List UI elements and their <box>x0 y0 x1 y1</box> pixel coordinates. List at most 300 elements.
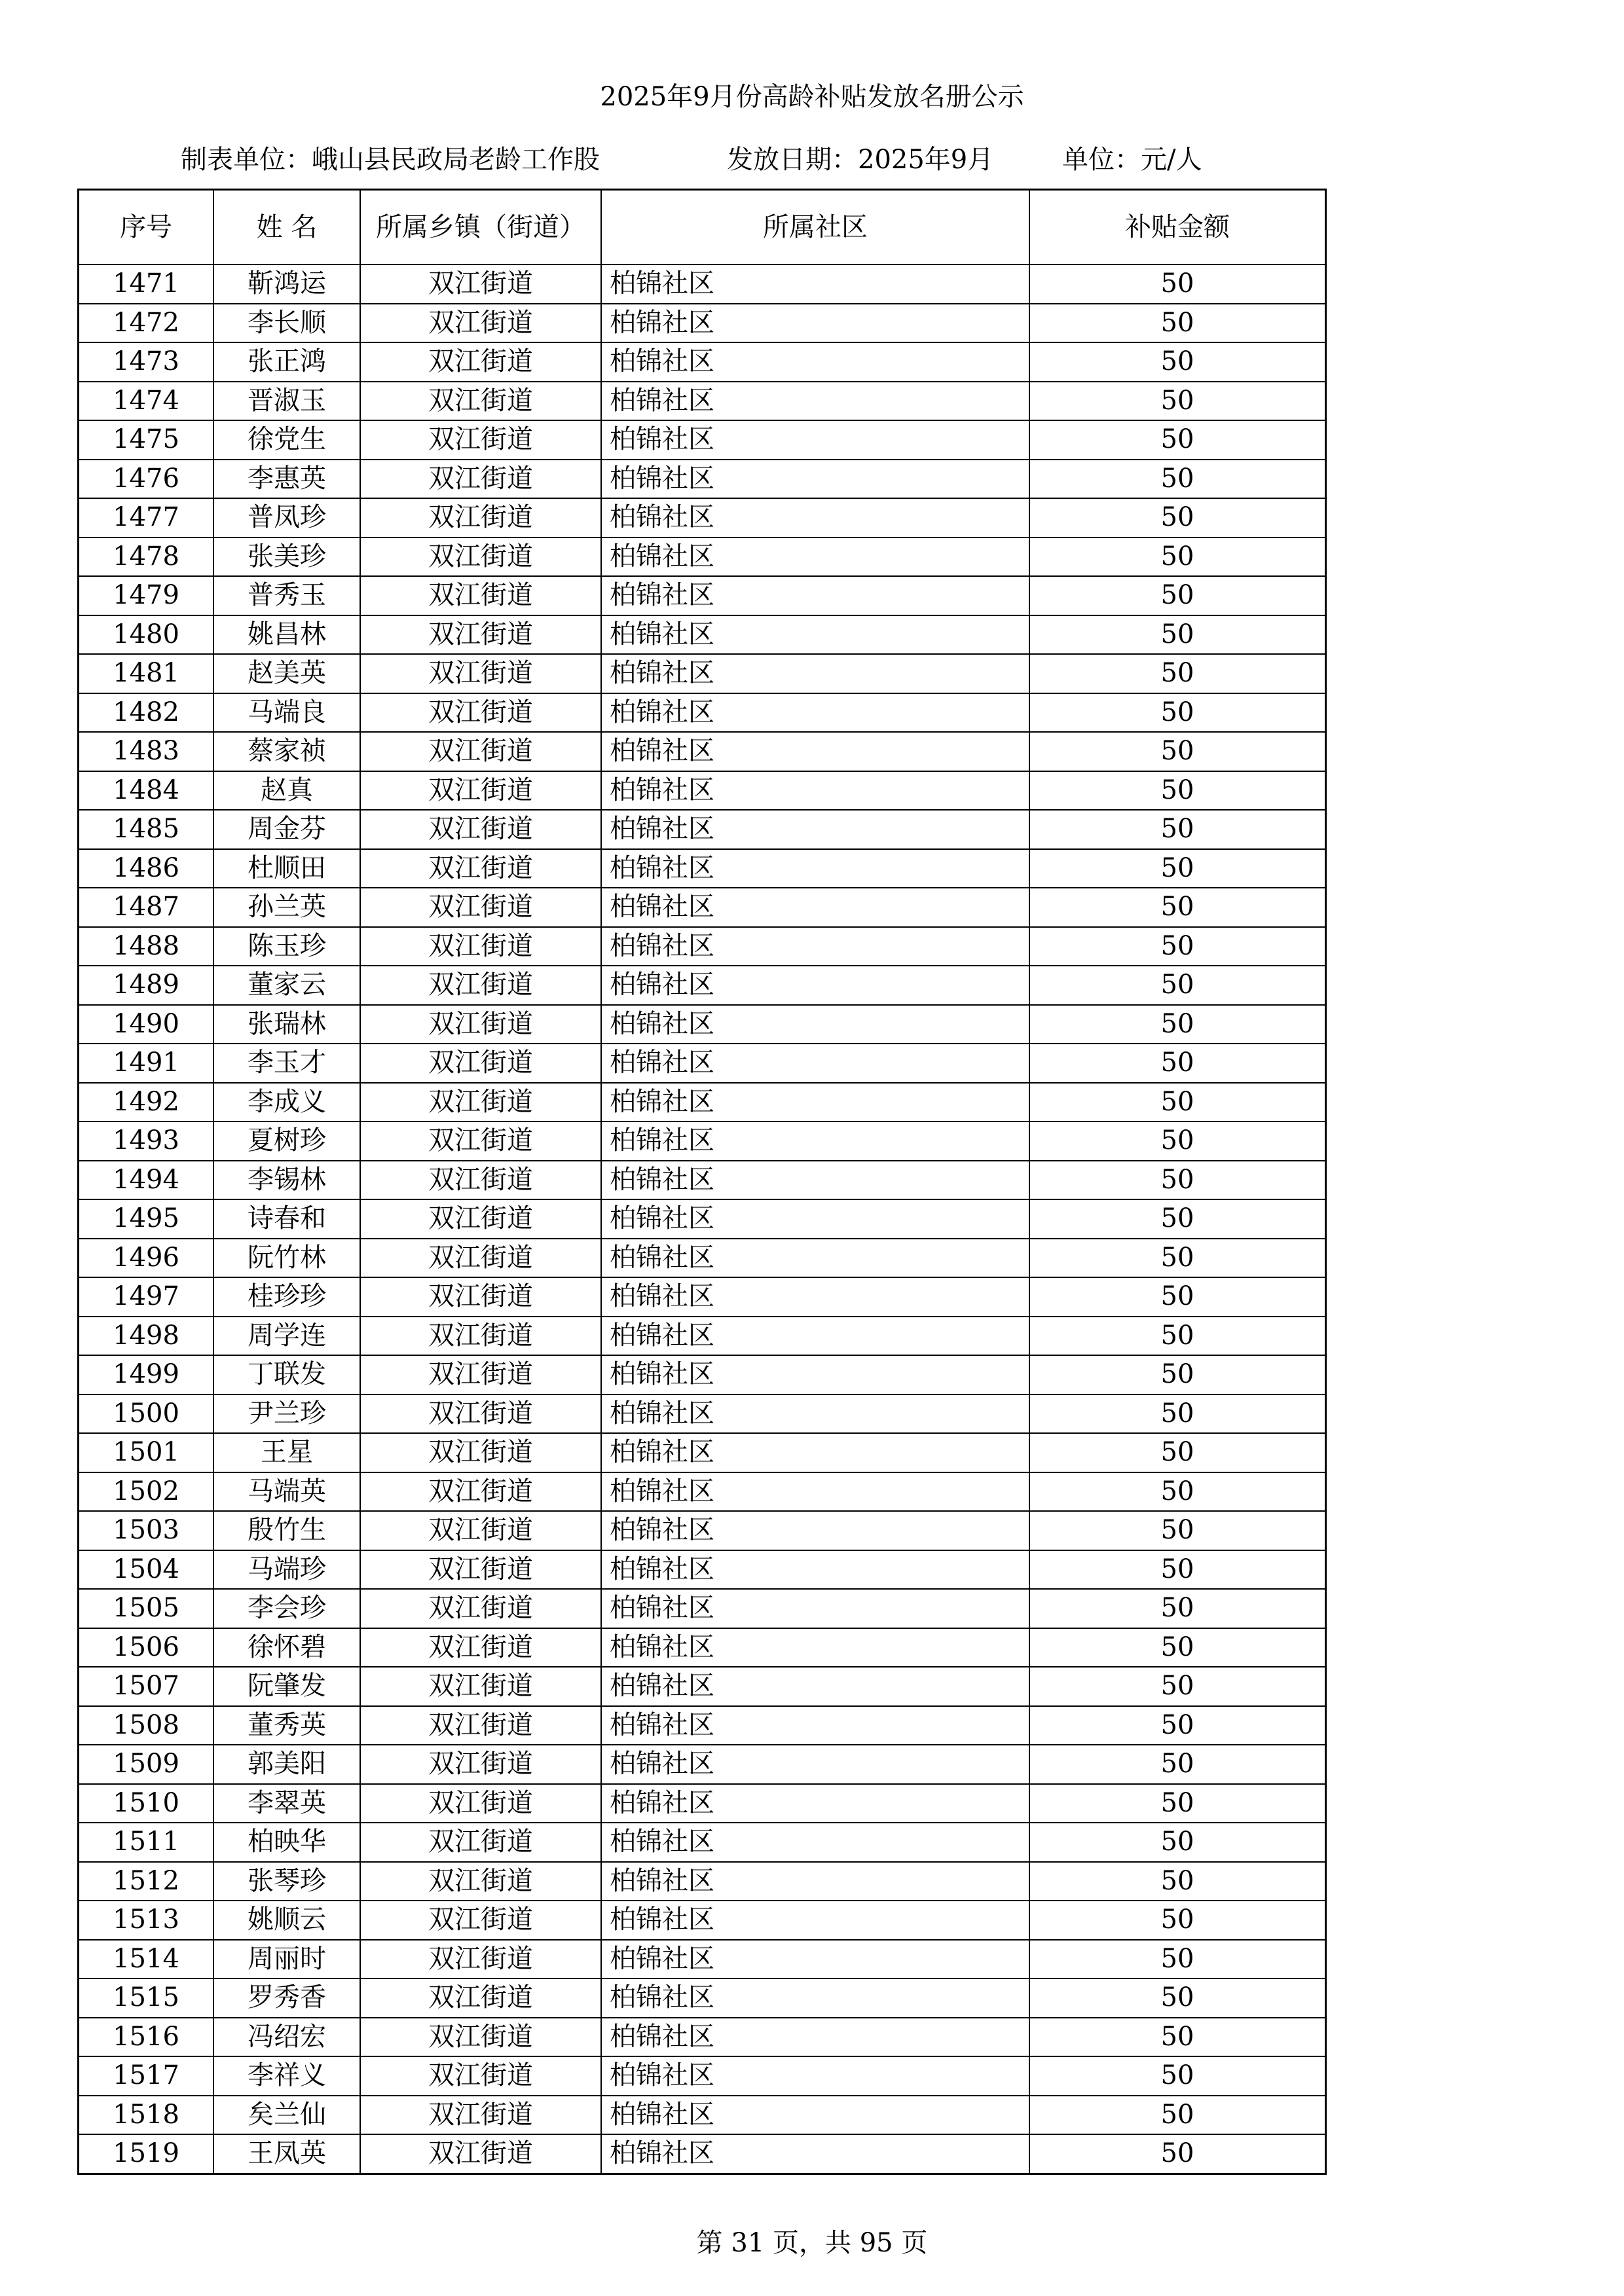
subsidy-roster-table <box>77 189 1327 2175</box>
cell-township: 双江街道 <box>360 460 601 499</box>
cell-subsidy-amount: 50 <box>1029 1978 1326 2018</box>
cell-name: 李翠英 <box>213 1784 360 1823</box>
cell-community: 柏锦社区 <box>601 1277 1029 1317</box>
cell-name: 姚昌林 <box>213 615 360 655</box>
cell-subsidy-amount: 50 <box>1029 1199 1326 1239</box>
cell-subsidy-amount: 50 <box>1029 342 1326 382</box>
cell-serial-number: 1496 <box>79 1239 214 1278</box>
cell-community: 柏锦社区 <box>601 1511 1029 1550</box>
cell-township: 双江街道 <box>360 1277 601 1317</box>
cell-community: 柏锦社区 <box>601 1472 1029 1512</box>
cell-community: 柏锦社区 <box>601 654 1029 693</box>
table-row <box>79 1355 1326 1394</box>
cell-community: 柏锦社区 <box>601 1667 1029 1706</box>
cell-community: 柏锦社区 <box>601 1706 1029 1745</box>
cell-township: 双江街道 <box>360 342 601 382</box>
cell-township: 双江街道 <box>360 1823 601 1862</box>
cell-community: 柏锦社区 <box>601 1745 1029 1784</box>
cell-subsidy-amount: 50 <box>1029 1823 1326 1862</box>
table-row <box>79 849 1326 888</box>
cell-subsidy-amount: 50 <box>1029 1706 1326 1745</box>
table-row <box>79 732 1326 771</box>
cell-community: 柏锦社区 <box>601 264 1029 304</box>
cell-subsidy-amount: 50 <box>1029 849 1326 888</box>
cell-serial-number: 1488 <box>79 927 214 966</box>
table-row <box>79 1121 1326 1161</box>
cell-community: 柏锦社区 <box>601 1199 1029 1239</box>
cell-serial-number: 1482 <box>79 693 214 733</box>
header-name: 姓 名 <box>213 190 360 265</box>
cell-township: 双江街道 <box>360 576 601 615</box>
cell-name: 马端良 <box>213 693 360 733</box>
table-row <box>79 304 1326 343</box>
cell-subsidy-amount: 50 <box>1029 304 1326 343</box>
table-row <box>79 1823 1326 1862</box>
cell-township: 双江街道 <box>360 1083 601 1122</box>
cell-name: 董家云 <box>213 966 360 1005</box>
table-row <box>79 1745 1326 1784</box>
cell-township: 双江街道 <box>360 2018 601 2057</box>
cell-community: 柏锦社区 <box>601 1239 1029 1278</box>
cell-name: 张瑞林 <box>213 1005 360 1044</box>
table-row <box>79 966 1326 1005</box>
table-row <box>79 1044 1326 1083</box>
cell-subsidy-amount: 50 <box>1029 576 1326 615</box>
cell-community: 柏锦社区 <box>601 1044 1029 1083</box>
cell-name: 丁联发 <box>213 1355 360 1394</box>
table-row <box>79 1161 1326 1200</box>
cell-name: 阮肇发 <box>213 1667 360 1706</box>
cell-subsidy-amount: 50 <box>1029 1940 1326 1979</box>
table-row <box>79 264 1326 304</box>
cell-township: 双江街道 <box>360 264 601 304</box>
table-row <box>79 382 1326 421</box>
cell-township: 双江街道 <box>360 771 601 811</box>
cell-township: 双江街道 <box>360 1394 601 1434</box>
table-row <box>79 615 1326 655</box>
table-row <box>79 1472 1326 1512</box>
cell-serial-number: 1472 <box>79 304 214 343</box>
cell-subsidy-amount: 50 <box>1029 420 1326 460</box>
cell-name: 柏映华 <box>213 1823 360 1862</box>
cell-subsidy-amount: 50 <box>1029 1121 1326 1161</box>
table-row <box>79 654 1326 693</box>
cell-name: 李会珍 <box>213 1589 360 1628</box>
cell-name: 蔡家祯 <box>213 732 360 771</box>
table-row <box>79 1394 1326 1434</box>
cell-name: 徐党生 <box>213 420 360 460</box>
cell-township: 双江街道 <box>360 654 601 693</box>
cell-community: 柏锦社区 <box>601 1083 1029 1122</box>
cell-township: 双江街道 <box>360 1472 601 1512</box>
table-row <box>79 1511 1326 1550</box>
table-row <box>79 1550 1326 1590</box>
cell-serial-number: 1476 <box>79 460 214 499</box>
table-body <box>79 264 1326 2174</box>
cell-subsidy-amount: 50 <box>1029 2018 1326 2057</box>
cell-name: 陈玉珍 <box>213 927 360 966</box>
cell-subsidy-amount: 50 <box>1029 1511 1326 1550</box>
cell-community: 柏锦社区 <box>601 1978 1029 2018</box>
cell-serial-number: 1499 <box>79 1355 214 1394</box>
cell-township: 双江街道 <box>360 498 601 538</box>
cell-community: 柏锦社区 <box>601 1589 1029 1628</box>
cell-subsidy-amount: 50 <box>1029 1667 1326 1706</box>
prepared-by-label: 制表单位：峨山县民政局老龄工作股 <box>181 145 600 175</box>
cell-community: 柏锦社区 <box>601 927 1029 966</box>
cell-subsidy-amount: 50 <box>1029 1083 1326 1122</box>
cell-community: 柏锦社区 <box>601 810 1029 849</box>
cell-subsidy-amount: 50 <box>1029 460 1326 499</box>
table-row <box>79 2018 1326 2057</box>
cell-township: 双江街道 <box>360 1667 601 1706</box>
cell-serial-number: 1515 <box>79 1978 214 2018</box>
cell-township: 双江街道 <box>360 1745 601 1784</box>
cell-name: 姚顺云 <box>213 1901 360 1940</box>
cell-community: 柏锦社区 <box>601 1433 1029 1472</box>
cell-community: 柏锦社区 <box>601 1355 1029 1394</box>
cell-name: 冯绍宏 <box>213 2018 360 2057</box>
table-row <box>79 1083 1326 1122</box>
header-township: 所属乡镇（街道） <box>360 190 601 265</box>
cell-name: 周金芬 <box>213 810 360 849</box>
cell-township: 双江街道 <box>360 849 601 888</box>
cell-township: 双江街道 <box>360 420 601 460</box>
cell-subsidy-amount: 50 <box>1029 1433 1326 1472</box>
cell-community: 柏锦社区 <box>601 498 1029 538</box>
cell-township: 双江街道 <box>360 1784 601 1823</box>
cell-township: 双江街道 <box>360 1901 601 1940</box>
cell-serial-number: 1485 <box>79 810 214 849</box>
cell-name: 矣兰仙 <box>213 2096 360 2135</box>
cell-community: 柏锦社区 <box>601 1628 1029 1667</box>
cell-township: 双江街道 <box>360 1121 601 1161</box>
cell-community: 柏锦社区 <box>601 2096 1029 2135</box>
table-row <box>79 1940 1326 1979</box>
cell-name: 晋淑玉 <box>213 382 360 421</box>
cell-township: 双江街道 <box>360 2134 601 2174</box>
cell-subsidy-amount: 50 <box>1029 1901 1326 1940</box>
cell-name: 普秀玉 <box>213 576 360 615</box>
cell-township: 双江街道 <box>360 382 601 421</box>
cell-subsidy-amount: 50 <box>1029 1628 1326 1667</box>
cell-name: 郭美阳 <box>213 1745 360 1784</box>
cell-township: 双江街道 <box>360 1706 601 1745</box>
cell-township: 双江街道 <box>360 538 601 577</box>
cell-community: 柏锦社区 <box>601 1940 1029 1979</box>
cell-township: 双江街道 <box>360 1355 601 1394</box>
table-row <box>79 2134 1326 2174</box>
cell-subsidy-amount: 50 <box>1029 1355 1326 1394</box>
cell-community: 柏锦社区 <box>601 1823 1029 1862</box>
cell-subsidy-amount: 50 <box>1029 264 1326 304</box>
table-row <box>79 1433 1326 1472</box>
cell-community: 柏锦社区 <box>601 382 1029 421</box>
table-row <box>79 420 1326 460</box>
cell-name: 王凤英 <box>213 2134 360 2174</box>
cell-subsidy-amount: 50 <box>1029 1745 1326 1784</box>
cell-subsidy-amount: 50 <box>1029 2056 1326 2096</box>
cell-community: 柏锦社区 <box>601 1121 1029 1161</box>
cell-serial-number: 1473 <box>79 342 214 382</box>
cell-serial-number: 1511 <box>79 1823 214 1862</box>
cell-community: 柏锦社区 <box>601 420 1029 460</box>
cell-township: 双江街道 <box>360 927 601 966</box>
cell-community: 柏锦社区 <box>601 1862 1029 1901</box>
cell-name: 董秀英 <box>213 1706 360 1745</box>
table-row <box>79 342 1326 382</box>
cell-name: 靳鸿运 <box>213 264 360 304</box>
cell-name: 阮竹林 <box>213 1239 360 1278</box>
table-row <box>79 888 1326 927</box>
cell-community: 柏锦社区 <box>601 2018 1029 2057</box>
cell-subsidy-amount: 50 <box>1029 1044 1326 1083</box>
cell-serial-number: 1481 <box>79 654 214 693</box>
table-row <box>79 1862 1326 1901</box>
cell-name: 周丽时 <box>213 1940 360 1979</box>
cell-serial-number: 1495 <box>79 1199 214 1239</box>
cell-serial-number: 1517 <box>79 2056 214 2096</box>
cell-name: 孙兰英 <box>213 888 360 927</box>
cell-subsidy-amount: 50 <box>1029 654 1326 693</box>
cell-name: 罗秀香 <box>213 1978 360 2018</box>
cell-serial-number: 1477 <box>79 498 214 538</box>
cell-subsidy-amount: 50 <box>1029 1161 1326 1200</box>
table-row <box>79 693 1326 733</box>
cell-township: 双江街道 <box>360 304 601 343</box>
cell-serial-number: 1516 <box>79 2018 214 2057</box>
cell-community: 柏锦社区 <box>601 2056 1029 2096</box>
table-row <box>79 1706 1326 1745</box>
cell-subsidy-amount: 50 <box>1029 2134 1326 2174</box>
cell-serial-number: 1507 <box>79 1667 214 1706</box>
table-header <box>79 190 1326 265</box>
cell-community: 柏锦社区 <box>601 342 1029 382</box>
table-row <box>79 1784 1326 1823</box>
cell-name: 王星 <box>213 1433 360 1472</box>
cell-subsidy-amount: 50 <box>1029 498 1326 538</box>
cell-subsidy-amount: 50 <box>1029 1317 1326 1356</box>
cell-subsidy-amount: 50 <box>1029 1862 1326 1901</box>
cell-subsidy-amount: 50 <box>1029 693 1326 733</box>
cell-subsidy-amount: 50 <box>1029 382 1326 421</box>
table-row <box>79 2056 1326 2096</box>
cell-subsidy-amount: 50 <box>1029 1784 1326 1823</box>
cell-serial-number: 1490 <box>79 1005 214 1044</box>
table-row <box>79 1628 1326 1667</box>
cell-community: 柏锦社区 <box>601 1394 1029 1434</box>
table-row <box>79 1589 1326 1628</box>
cell-serial-number: 1509 <box>79 1745 214 1784</box>
table-row <box>79 771 1326 811</box>
cell-serial-number: 1519 <box>79 2134 214 2174</box>
cell-subsidy-amount: 50 <box>1029 1589 1326 1628</box>
cell-serial-number: 1500 <box>79 1394 214 1434</box>
cell-serial-number: 1502 <box>79 1472 214 1512</box>
cell-subsidy-amount: 50 <box>1029 615 1326 655</box>
issue-date-label: 发放日期：2025年9月 <box>727 145 994 175</box>
cell-community: 柏锦社区 <box>601 576 1029 615</box>
page-title: 2025年9月份高龄补贴发放名册公示 <box>600 82 1024 112</box>
header-row <box>79 190 1326 265</box>
cell-community: 柏锦社区 <box>601 2134 1029 2174</box>
cell-name: 诗春和 <box>213 1199 360 1239</box>
table-row <box>79 460 1326 499</box>
cell-township: 双江街道 <box>360 1550 601 1590</box>
cell-serial-number: 1474 <box>79 382 214 421</box>
table-row <box>79 1667 1326 1706</box>
table-row <box>79 1317 1326 1356</box>
cell-serial-number: 1491 <box>79 1044 214 1083</box>
cell-serial-number: 1504 <box>79 1550 214 1590</box>
cell-serial-number: 1489 <box>79 966 214 1005</box>
cell-subsidy-amount: 50 <box>1029 1550 1326 1590</box>
cell-serial-number: 1492 <box>79 1083 214 1122</box>
table-row <box>79 927 1326 966</box>
cell-subsidy-amount: 50 <box>1029 1472 1326 1512</box>
cell-serial-number: 1480 <box>79 615 214 655</box>
cell-township: 双江街道 <box>360 693 601 733</box>
cell-township: 双江街道 <box>360 1628 601 1667</box>
cell-name: 杜顺田 <box>213 849 360 888</box>
cell-township: 双江街道 <box>360 888 601 927</box>
cell-serial-number: 1508 <box>79 1706 214 1745</box>
cell-name: 普凤珍 <box>213 498 360 538</box>
cell-township: 双江街道 <box>360 1589 601 1628</box>
cell-community: 柏锦社区 <box>601 732 1029 771</box>
cell-serial-number: 1512 <box>79 1862 214 1901</box>
header-community: 所属社区 <box>601 190 1029 265</box>
cell-name: 李祥义 <box>213 2056 360 2096</box>
cell-serial-number: 1513 <box>79 1901 214 1940</box>
cell-serial-number: 1505 <box>79 1589 214 1628</box>
table-row <box>79 576 1326 615</box>
table-row <box>79 498 1326 538</box>
cell-township: 双江街道 <box>360 1940 601 1979</box>
cell-township: 双江街道 <box>360 1317 601 1356</box>
cell-serial-number: 1486 <box>79 849 214 888</box>
cell-name: 周学连 <box>213 1317 360 1356</box>
cell-community: 柏锦社区 <box>601 888 1029 927</box>
cell-township: 双江街道 <box>360 1199 601 1239</box>
cell-subsidy-amount: 50 <box>1029 1277 1326 1317</box>
table-row <box>79 2096 1326 2135</box>
cell-community: 柏锦社区 <box>601 1005 1029 1044</box>
cell-subsidy-amount: 50 <box>1029 888 1326 927</box>
cell-subsidy-amount: 50 <box>1029 927 1326 966</box>
cell-name: 徐怀碧 <box>213 1628 360 1667</box>
cell-name: 赵美英 <box>213 654 360 693</box>
table-row <box>79 1239 1326 1278</box>
cell-township: 双江街道 <box>360 615 601 655</box>
table-row <box>79 810 1326 849</box>
cell-serial-number: 1471 <box>79 264 214 304</box>
cell-subsidy-amount: 50 <box>1029 2096 1326 2135</box>
cell-community: 柏锦社区 <box>601 538 1029 577</box>
cell-serial-number: 1483 <box>79 732 214 771</box>
cell-community: 柏锦社区 <box>601 304 1029 343</box>
cell-community: 柏锦社区 <box>601 1550 1029 1590</box>
cell-serial-number: 1497 <box>79 1277 214 1317</box>
cell-name: 赵真 <box>213 771 360 811</box>
cell-serial-number: 1493 <box>79 1121 214 1161</box>
table-row <box>79 538 1326 577</box>
cell-name: 夏树珍 <box>213 1121 360 1161</box>
cell-serial-number: 1494 <box>79 1161 214 1200</box>
currency-unit-label: 单位：元/人 <box>1062 145 1202 175</box>
cell-serial-number: 1501 <box>79 1433 214 1472</box>
table-row <box>79 1199 1326 1239</box>
table-row <box>79 1901 1326 1940</box>
cell-township: 双江街道 <box>360 1433 601 1472</box>
cell-serial-number: 1514 <box>79 1940 214 1979</box>
cell-serial-number: 1510 <box>79 1784 214 1823</box>
cell-subsidy-amount: 50 <box>1029 810 1326 849</box>
cell-serial-number: 1503 <box>79 1511 214 1550</box>
cell-serial-number: 1484 <box>79 771 214 811</box>
cell-community: 柏锦社区 <box>601 693 1029 733</box>
cell-name: 桂珍珍 <box>213 1277 360 1317</box>
cell-township: 双江街道 <box>360 1044 601 1083</box>
cell-community: 柏锦社区 <box>601 966 1029 1005</box>
cell-subsidy-amount: 50 <box>1029 1005 1326 1044</box>
cell-name: 马端英 <box>213 1472 360 1512</box>
cell-township: 双江街道 <box>360 810 601 849</box>
cell-community: 柏锦社区 <box>601 771 1029 811</box>
table-row <box>79 1005 1326 1044</box>
cell-community: 柏锦社区 <box>601 1901 1029 1940</box>
cell-serial-number: 1487 <box>79 888 214 927</box>
cell-name: 李玉才 <box>213 1044 360 1083</box>
cell-serial-number: 1478 <box>79 538 214 577</box>
cell-name: 马端珍 <box>213 1550 360 1590</box>
cell-township: 双江街道 <box>360 732 601 771</box>
cell-name: 李锡林 <box>213 1161 360 1200</box>
cell-serial-number: 1498 <box>79 1317 214 1356</box>
cell-subsidy-amount: 50 <box>1029 732 1326 771</box>
cell-township: 双江街道 <box>360 1511 601 1550</box>
cell-township: 双江街道 <box>360 2056 601 2096</box>
cell-subsidy-amount: 50 <box>1029 771 1326 811</box>
cell-township: 双江街道 <box>360 2096 601 2135</box>
cell-name: 张琴珍 <box>213 1862 360 1901</box>
table-row <box>79 1978 1326 2018</box>
cell-name: 李长顺 <box>213 304 360 343</box>
cell-township: 双江街道 <box>360 966 601 1005</box>
cell-community: 柏锦社区 <box>601 1784 1029 1823</box>
cell-community: 柏锦社区 <box>601 460 1029 499</box>
cell-subsidy-amount: 50 <box>1029 966 1326 1005</box>
cell-subsidy-amount: 50 <box>1029 1394 1326 1434</box>
header-serial-number: 序号 <box>79 190 214 265</box>
cell-community: 柏锦社区 <box>601 1317 1029 1356</box>
cell-serial-number: 1506 <box>79 1628 214 1667</box>
cell-community: 柏锦社区 <box>601 849 1029 888</box>
cell-township: 双江街道 <box>360 1239 601 1278</box>
cell-name: 殷竹生 <box>213 1511 360 1550</box>
cell-subsidy-amount: 50 <box>1029 1239 1326 1278</box>
cell-township: 双江街道 <box>360 1978 601 2018</box>
table-row <box>79 1277 1326 1317</box>
cell-serial-number: 1475 <box>79 420 214 460</box>
cell-name: 张正鸿 <box>213 342 360 382</box>
cell-serial-number: 1518 <box>79 2096 214 2135</box>
cell-name: 尹兰珍 <box>213 1394 360 1434</box>
cell-name: 张美珍 <box>213 538 360 577</box>
cell-township: 双江街道 <box>360 1161 601 1200</box>
cell-name: 李成义 <box>213 1083 360 1122</box>
page-number: 第 31 页，共 95 页 <box>696 2228 928 2258</box>
